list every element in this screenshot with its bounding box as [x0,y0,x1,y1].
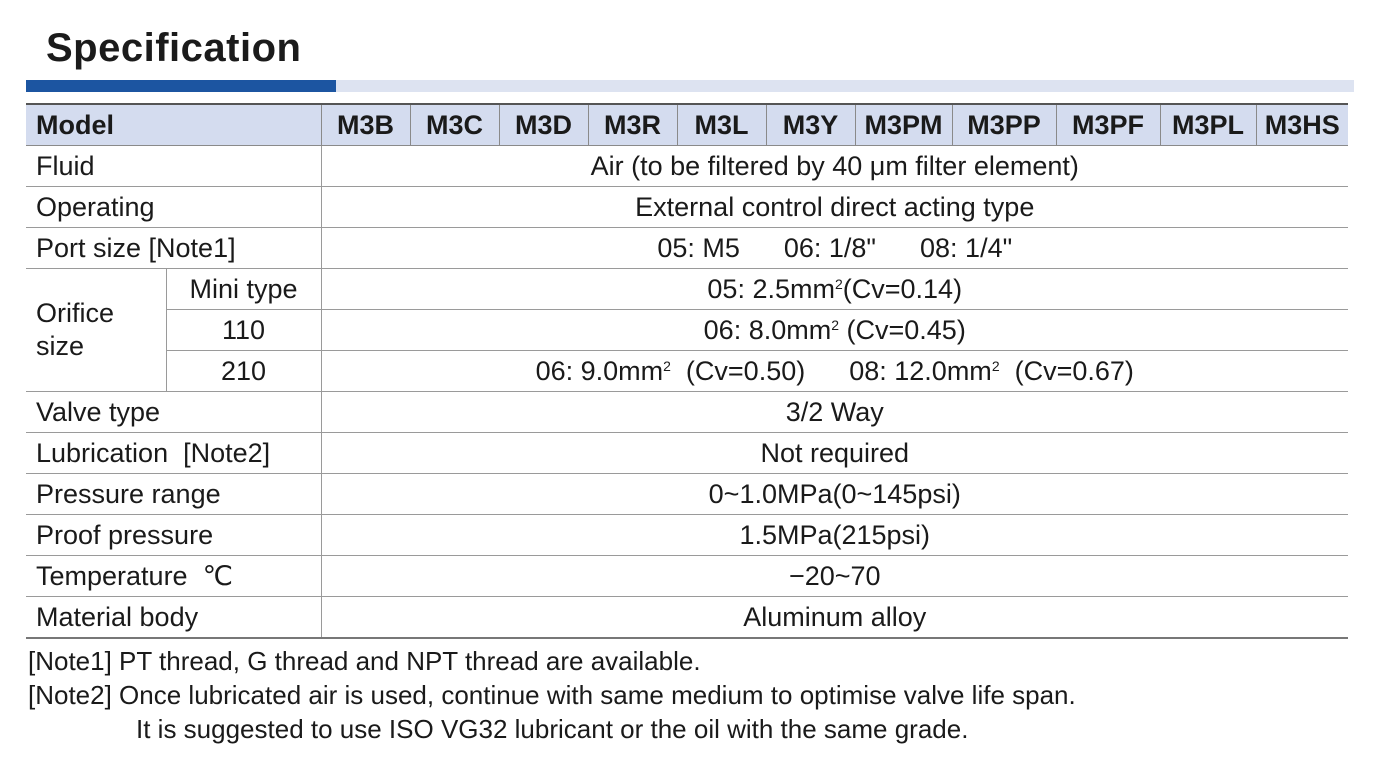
cv-value: (Cv=0.45) [839,314,966,345]
table-row-orifice-210 [26,351,1348,392]
row-label: Valve type [26,392,321,433]
superscript: 2 [831,316,840,333]
notes-section [28,644,1076,746]
note-2-line-2: It is suggested to use ISO VG32 lubricant or the oil with the same grade. [136,714,969,744]
note-2-line-1: [Note2] Once lubricated air is used, continue with same medium to optimise valve life span. [28,680,1076,710]
cv-value: (Cv=0.50) [670,355,806,386]
table-row-proof-pressure [26,515,1348,556]
orifice-value: 08: 12.0mm [849,355,992,386]
model-code: M3R [588,104,677,146]
row-value: Air (to be filtered by 40 μm filter element) [321,146,1348,187]
orifice-sub-label: 110 [166,310,321,351]
port-size-05: 05: M5 [657,232,740,263]
table-header-row [26,104,1348,146]
row-value: 3/2 Way [321,392,1348,433]
model-code: M3L [677,104,766,146]
superscript: 2 [834,275,843,292]
table-row-orifice-110 [26,310,1348,351]
model-code: M3B [321,104,410,146]
row-label: Fluid [26,146,321,187]
model-code: M3PM [855,104,952,146]
row-value [321,269,1348,310]
orifice-size-label: Orifice size [26,269,166,392]
row-label: Port size [Note1] [26,228,321,269]
row-value: Aluminum alloy [321,597,1348,639]
orifice-sub-label: Mini type [166,269,321,310]
model-code: M3PP [952,104,1056,146]
model-code: M3C [410,104,499,146]
table-row-valve-type [26,392,1348,433]
specification-table [26,103,1348,639]
cv-value: (Cv=0.14) [842,273,963,304]
table-row-orifice-mini [26,269,1348,310]
orifice-sub-label: 210 [166,351,321,392]
orifice-value: 05: 2.5mm [707,273,835,304]
row-label: Operating [26,187,321,228]
port-size-08: 08: 1/4" [920,232,1013,263]
row-value: −20~70 [321,556,1348,597]
model-header-label: Model [26,104,321,146]
row-value: 0~1.0MPa(0~145psi) [321,474,1348,515]
table-row-lubrication [26,433,1348,474]
model-code: M3D [499,104,588,146]
superscript: 2 [991,357,1000,374]
row-value [321,228,1348,269]
model-code: M3Y [766,104,855,146]
model-code: M3PF [1056,104,1160,146]
row-label: Pressure range [26,474,321,515]
row-value [321,351,1348,392]
row-value: 1.5MPa(215psi) [321,515,1348,556]
orifice-value: 06: 9.0mm [535,355,664,386]
note-1: [Note1] PT thread, G thread and NPT thread are available. [28,646,701,676]
row-label: Material body [26,597,321,639]
row-label: Temperature ℃ [26,556,321,597]
row-value: External control direct acting type [321,187,1348,228]
cv-value: (Cv=0.67) [999,355,1134,386]
port-size-06: 06: 1/8" [783,232,877,263]
superscript: 2 [663,357,671,374]
row-label: Proof pressure [26,515,321,556]
orifice-value: 06: 8.0mm [703,314,832,345]
row-value [321,310,1348,351]
row-label: Lubrication [Note2] [26,433,321,474]
title-underline-accent [26,80,336,92]
table-row-material-body [26,597,1348,639]
table-row-pressure-range [26,474,1348,515]
table-row-temperature [26,556,1348,597]
table-row-port-size [26,228,1348,269]
table-row-operating [26,187,1348,228]
model-code: M3PL [1160,104,1256,146]
table-row-fluid [26,146,1348,187]
row-value: Not required [321,433,1348,474]
model-code: M3HS [1256,104,1348,146]
page-title: Specification [46,26,302,70]
